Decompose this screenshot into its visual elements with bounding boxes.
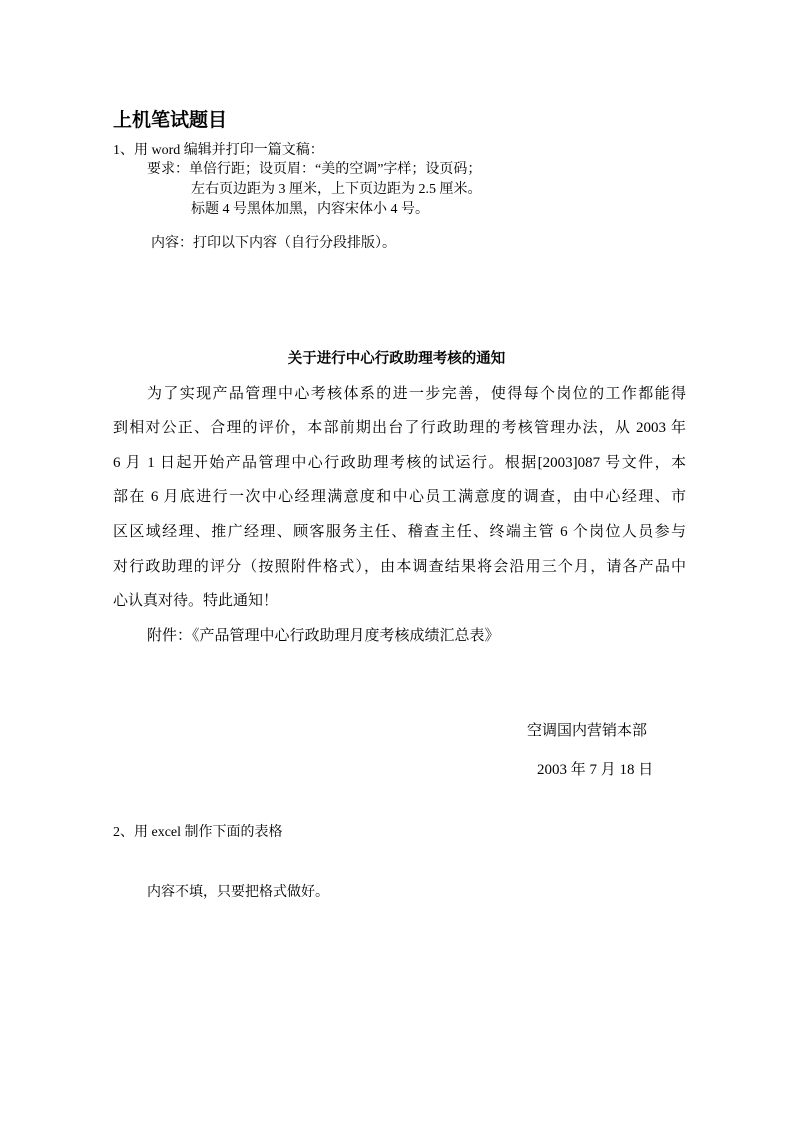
- task1-requirement-3: 标题 4 号黑体加黑，内容宋体小 4 号。: [191, 202, 429, 217]
- notice-line: 6 月 1 日起开始产品管理中心行政助理考核的试运行。根据[2003]087 号文件，本: [113, 455, 686, 471]
- notice-date: 2003 年 7 月 18 日: [537, 762, 654, 778]
- notice-line: 部在 6 月底进行一次中心经理满意度和中心员工满意度的调查，由中心经理、市: [113, 489, 686, 505]
- notice-heading: 关于进行中心行政助理考核的通知: [287, 351, 506, 367]
- task1-requirement-2: 左右页边距为 3 厘米，上下页边距为 2.5 厘米。: [191, 182, 482, 197]
- notice-line: 对行政助理的评分（按照附件格式），由本调查结果将会沿用三个月，请各产品中: [113, 559, 686, 575]
- page-title: 上机笔试题目: [113, 110, 228, 131]
- notice-signature: 空调国内营销本部: [527, 723, 648, 739]
- notice-line: 区区域经理、推广经理、顾客服务主任、稽查主任、终端主管 6 个岗位人员参与: [113, 524, 686, 540]
- task1-intro: 1、用 word 编辑并打印一篇文稿：: [113, 143, 324, 158]
- notice-line: 心认真对待。特此通知！: [113, 593, 279, 609]
- notice-line: 为了实现产品管理中心考核体系的进一步完善，使得每个岗位的工作都能得: [147, 386, 686, 402]
- notice-attachment: 附件：《产品管理中心行政助理月度考核成绩汇总表》: [147, 628, 500, 644]
- task2-intro: 2、用 excel 制作下面的表格: [113, 825, 283, 840]
- task1-requirement-1: 要求：单倍行距；设页眉：“美的空调”字样；设页码；: [147, 162, 482, 177]
- task2-note: 内容不填，只要把格式做好。: [147, 885, 329, 900]
- task1-content: 内容：打印以下内容（自行分段排版）。: [151, 236, 396, 251]
- notice-line: 到相对公正、合理的评价，本部前期出台了行政助理的考核管理办法，从 2003 年: [113, 420, 686, 436]
